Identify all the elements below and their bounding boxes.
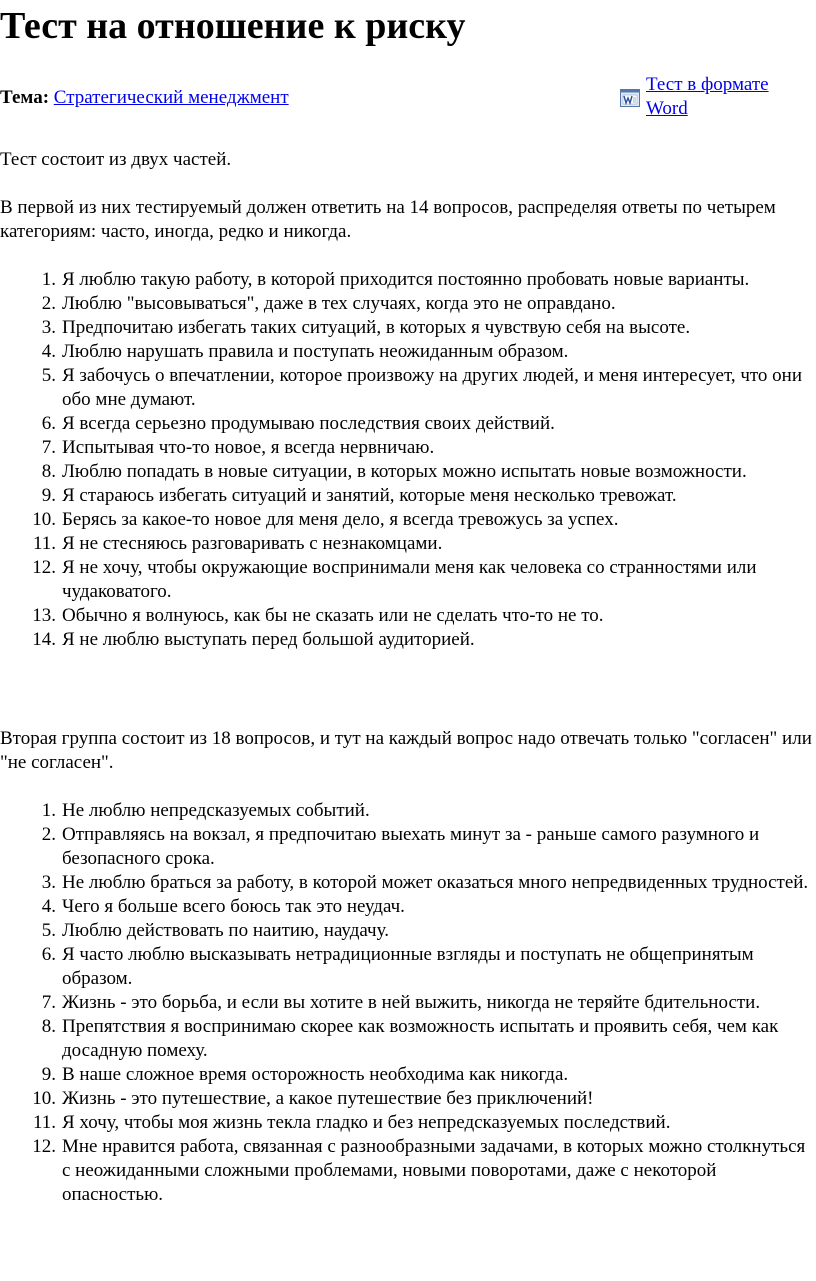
list-item: 10. Берясь за какое-то новое для меня дело, я всегда тревожусь за успех.	[32, 509, 619, 530]
list-item: 9. Я стараюсь избегать ситуаций и занятий, которые меня несколько тревожат.	[41, 485, 677, 506]
part1-paragraph: В первой из них тестируемый должен ответить на 14 вопросов, распределяя ответы по четырем категориям: часто, иногда, редко и никогда.	[0, 197, 776, 242]
list-item: 2. Отправляясь на вокзал, я предпочитаю выехать минут за - раньше самого разумного и безопасного срока.	[41, 824, 760, 869]
list-item: 1. Не люблю непредсказуемых событий.	[41, 800, 370, 821]
list-item: 12. Мне нравится работа, связанная с разнообразными задачами, в которых можно столкнуться с неожиданными сложными проблемами, новыми поворотами, даже с некоторой опасностью.	[32, 1136, 806, 1205]
list-item: 6. Я всегда серьезно продумываю последствия своих действий.	[41, 413, 555, 434]
list-item: 11. Я не стесняюсь разговаривать с незнакомцами.	[32, 533, 443, 554]
list-item: 12. Я не хочу, чтобы окружающие воспринимали меня как человека со странностями или чудаковатого.	[32, 557, 757, 602]
list-item: 5. Я забочусь о впечатлении, которое произвожу на других людей, и меня интересует, что они обо мне думают.	[41, 365, 803, 410]
list-item: 5. Люблю действовать по наитию, наудачу.	[41, 920, 389, 941]
part2-paragraph: Вторая группа состоит из 18 вопросов, и тут на каждый вопрос надо отвечать только "согласен" или "не согласен".	[0, 728, 812, 773]
page-title: Тест на отношение к риску	[0, 5, 466, 47]
list-item: 13. Обычно я волнуюсь, как бы не сказать или не сделать что-то не то.	[32, 605, 604, 626]
list-item: 11. Я хочу, чтобы моя жизнь текла гладко и без непредсказуемых последствий.	[32, 1112, 671, 1133]
list-item: 1. Я люблю такую работу, в которой приходится постоянно пробовать новые варианты.	[41, 269, 750, 290]
topic-line	[0, 86, 289, 110]
list-item: 6. Я часто люблю высказывать нетрадиционные взгляды и поступать не общепринятым образом.	[41, 944, 754, 989]
question-list-part1	[0, 268, 812, 652]
list-item: 8. Люблю попадать в новые ситуации, в которых можно испытать новые возможности.	[41, 461, 747, 482]
list-item: 7. Испытывая что-то новое, я всегда нервничаю.	[41, 437, 435, 458]
list-item: 10. Жизнь - это путешествие, а какое путешествие без приключений!	[32, 1088, 594, 1109]
list-item: 4. Люблю нарушать правила и поступать неожиданным образом.	[41, 341, 569, 362]
intro-paragraph: Тест состоит из двух частей.	[0, 149, 232, 170]
topic-label: Тема:	[0, 87, 50, 108]
list-item: 2. Люблю "высовываться", даже в тех случаях, когда это не оправдано.	[41, 293, 616, 314]
list-item: 14. Я не люблю выступать перед большой аудиторией.	[32, 629, 475, 650]
word-document-icon[interactable]	[620, 89, 640, 107]
topic-link[interactable]: Стратегический менеджмент	[53, 87, 289, 108]
list-item: 8. Препятствия я воспринимаю скорее как возможность испытать и проявить себя, чем как досадную помеху.	[41, 1016, 779, 1061]
word-format-link[interactable]: Тест в формате Word	[646, 74, 769, 119]
list-item: 3. Предпочитаю избегать таких ситуаций, в которых я чувствую себя на высоте.	[41, 317, 691, 338]
question-list-part2	[0, 799, 812, 1207]
word-download	[620, 73, 810, 123]
list-item: 4. Чего я больше всего боюсь так это неудач.	[41, 896, 405, 917]
list-item: 7. Жизнь - это борьба, и если вы хотите в ней выжить, никогда не теряйте бдительности.	[41, 992, 761, 1013]
list-item: 3. Не люблю браться за работу, в которой может оказаться много непредвиденных трудностей.	[41, 872, 809, 893]
list-item: 9. В наше сложное время осторожность необходима как никогда.	[41, 1064, 569, 1085]
